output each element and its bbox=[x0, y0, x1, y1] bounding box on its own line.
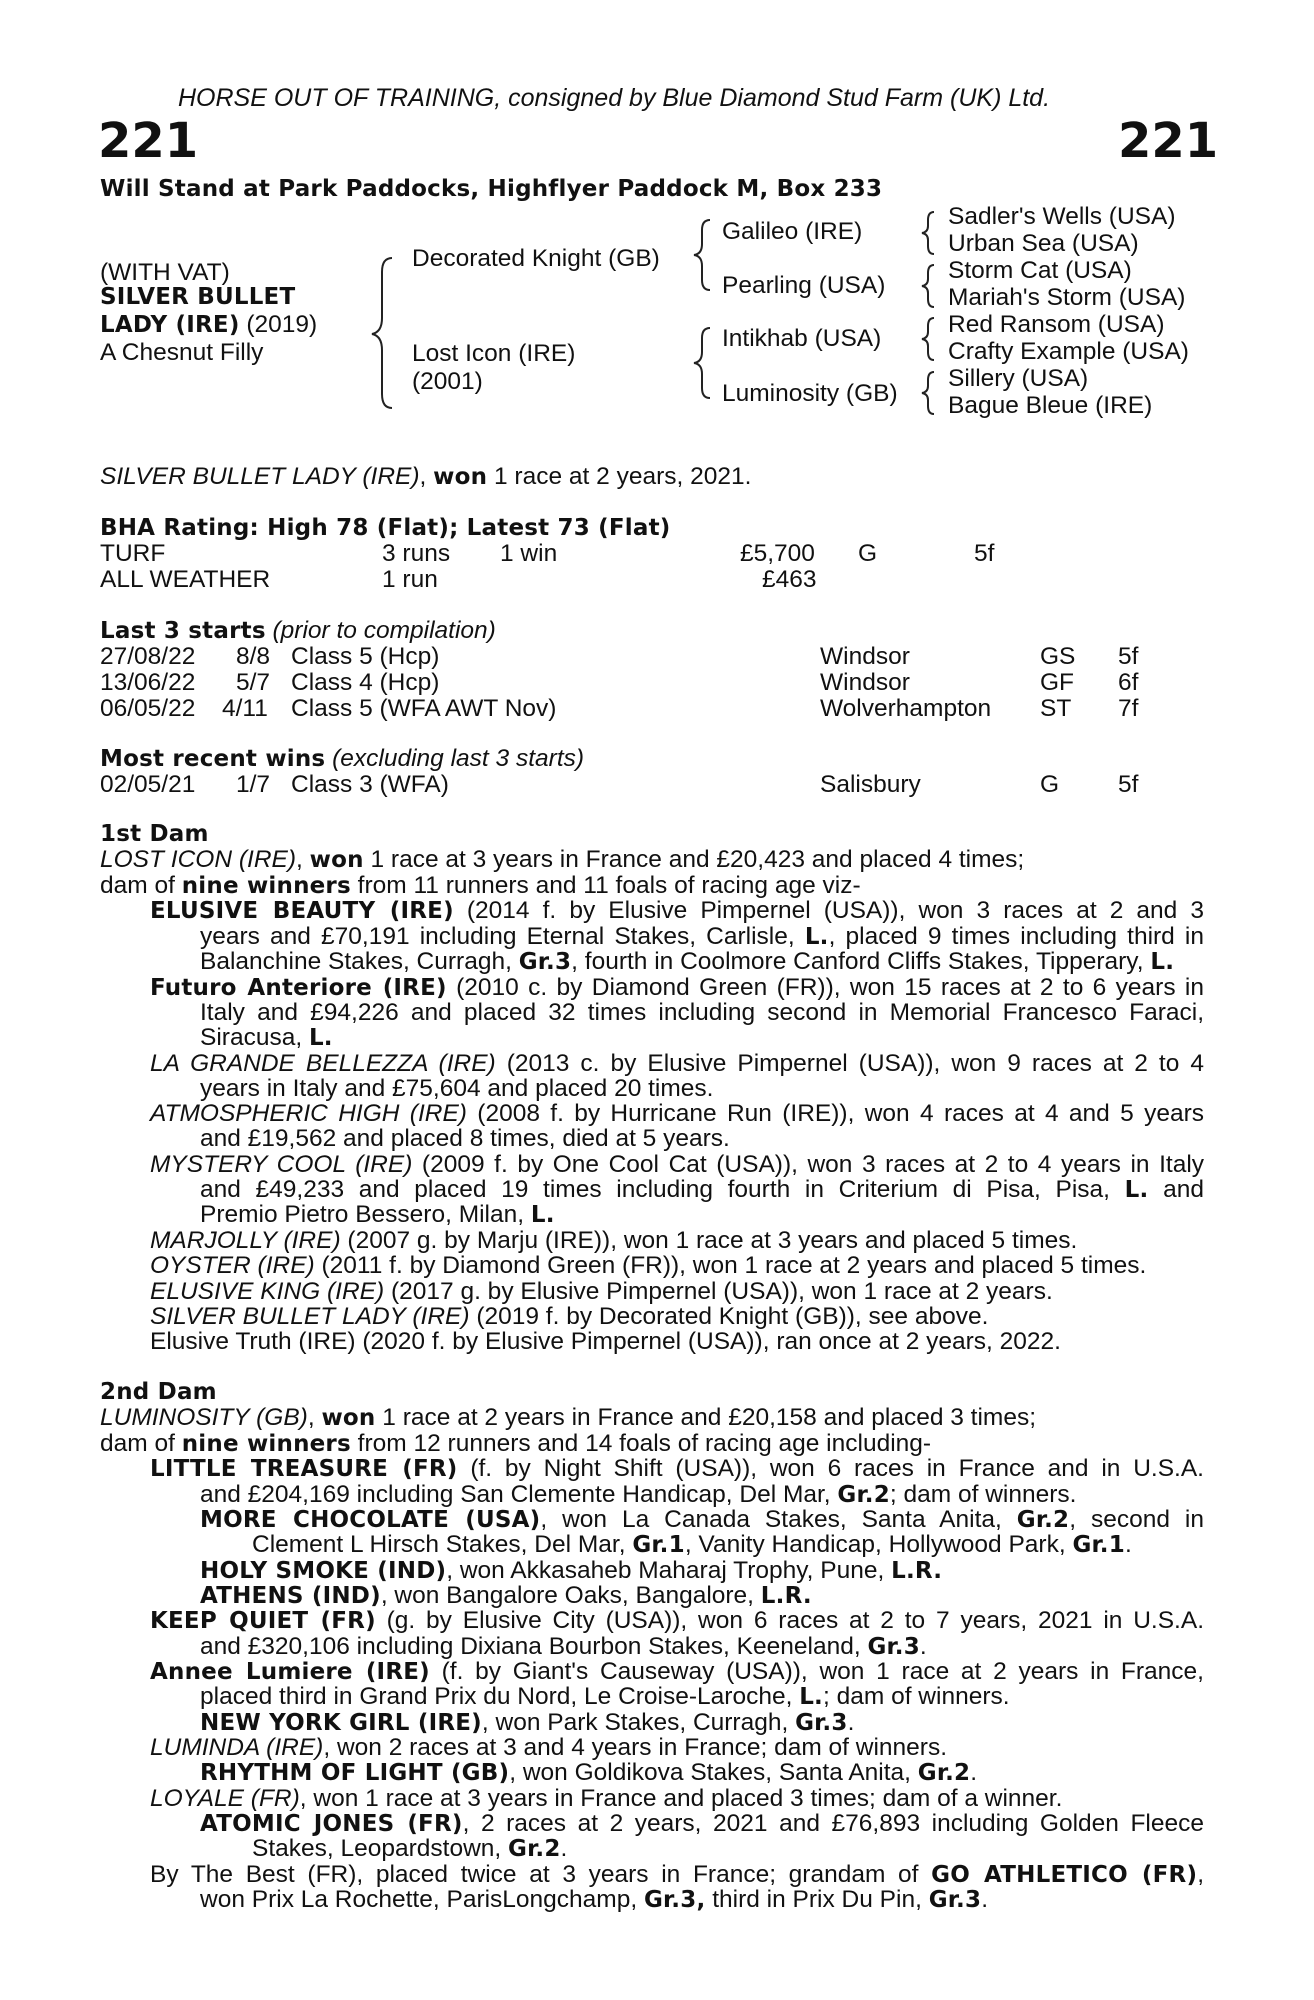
offspring-entry-cont bbox=[200, 1684, 1010, 1711]
text: and £49,233 and placed 19 times including fourth in Criterium di Pisa, Pisa, bbox=[200, 1176, 1125, 1203]
text: . bbox=[970, 1759, 978, 1786]
text: Balanchine Stakes, Curragh, bbox=[200, 948, 519, 975]
text: dam of bbox=[100, 1430, 182, 1457]
text: , placed 9 times including third in bbox=[828, 923, 1204, 950]
text: (2011 f. by Diamond Green (FR)), won 1 race at 2 years and placed 5 times. bbox=[314, 1252, 1147, 1279]
lot-number-right: 221 bbox=[1118, 113, 1219, 169]
text: (2007 g. by Marju (IRE)), won 1 race at 3 years and placed 5 times. bbox=[340, 1227, 1078, 1254]
pedigree-dam-dam: Luminosity (GB) bbox=[722, 380, 898, 407]
text: ; dam of winners. bbox=[889, 1481, 1077, 1508]
start-date: 27/08/22 bbox=[100, 643, 196, 670]
start-date: 06/05/22 bbox=[100, 695, 196, 722]
win-distance: 5f bbox=[1118, 771, 1139, 798]
grade: Gr.2 bbox=[837, 1482, 890, 1508]
vat-note: (WITH VAT) bbox=[100, 259, 230, 286]
first-dam-name: LOST ICON (IRE) bbox=[100, 846, 297, 873]
summary-horse-name: SILVER BULLET LADY (IRE) bbox=[100, 463, 420, 490]
text: from 11 runners and 11 foals of racing age viz- bbox=[350, 872, 861, 899]
brace-main bbox=[372, 258, 392, 408]
brace-sire bbox=[694, 220, 710, 290]
summary-won: won bbox=[433, 464, 488, 490]
offspring-entry-cont bbox=[252, 1532, 1132, 1559]
offspring-name: MORE CHOCOLATE (USA) bbox=[200, 1507, 541, 1533]
recent-wins-header bbox=[100, 746, 584, 773]
text: . bbox=[560, 1835, 568, 1862]
offspring-name: MARJOLLY (IRE) bbox=[150, 1227, 341, 1254]
text: and bbox=[1148, 1176, 1204, 1203]
text: , 2 races at 2 years, 2021 and £76,893 including Golden Fleece bbox=[462, 1810, 1204, 1837]
start-course: Windsor bbox=[820, 643, 910, 670]
offspring-name: RHYTHM OF LIGHT (GB) bbox=[200, 1760, 510, 1786]
offspring-entry bbox=[150, 1304, 988, 1330]
offspring-name: ATHENS (IND) bbox=[200, 1583, 381, 1609]
offspring-entry bbox=[150, 1228, 1077, 1254]
offspring-name: LOYALE (FR) bbox=[150, 1785, 300, 1812]
pedigree-dam-sire: Intikhab (USA) bbox=[722, 325, 882, 352]
start-course: Windsor bbox=[820, 669, 910, 696]
offspring-name: OYSTER (IRE) bbox=[150, 1252, 315, 1279]
offspring-name: ELUSIVE BEAUTY (IRE) bbox=[150, 898, 454, 924]
offspring-entry-cont bbox=[200, 1177, 1204, 1204]
text: , won Bangalore Oaks, Bangalore, bbox=[380, 1582, 761, 1609]
offspring-entry bbox=[150, 1051, 1204, 1077]
start-race: Class 5 (WFA AWT Nov) bbox=[291, 695, 557, 722]
pedigree-dam: Lost Icon (IRE) bbox=[412, 340, 576, 367]
offspring-name: ATMOSPHERIC HIGH (IRE) bbox=[150, 1100, 467, 1127]
grade: L. bbox=[1124, 1177, 1149, 1203]
offspring-entry bbox=[150, 1279, 1053, 1305]
separator: , bbox=[307, 1404, 322, 1431]
rating-prize: £463 bbox=[762, 566, 817, 593]
second-dam-line1 bbox=[100, 1405, 1036, 1432]
offspring-entry-cont bbox=[200, 1202, 555, 1229]
text: (2013 c. by Elusive Pimpernel (USA)), won 9 races at 2 to 4 bbox=[495, 1050, 1204, 1077]
text: . bbox=[981, 1886, 988, 1913]
grade: Gr.3 bbox=[518, 949, 572, 975]
text: By The Best (FR), placed twice at 3 years in France; grandam of bbox=[150, 1861, 932, 1888]
text: (2014 f. by Elusive Pimpernel (USA)), won 3 races at 2 and 3 bbox=[453, 897, 1205, 924]
pedigree-sss: Sadler's Wells (USA) bbox=[948, 203, 1176, 230]
pedigree-dam-year: (2001) bbox=[412, 368, 483, 395]
rating-title: BHA Rating: High 78 (Flat); Latest 73 (Flat) bbox=[100, 515, 671, 541]
text: . bbox=[1124, 1531, 1132, 1558]
pedigree-sds: Storm Cat (USA) bbox=[948, 257, 1132, 284]
last3-header bbox=[100, 618, 496, 645]
text: (2009 f. by One Cool Cat (USA)), won 3 races at 2 to 4 years in Italy bbox=[412, 1151, 1205, 1178]
offspring-name: GO ATHLETICO (FR) bbox=[931, 1862, 1198, 1888]
text: (2019 f. by Decorated Knight (GB)), see above. bbox=[469, 1303, 989, 1330]
grade: Gr.1 bbox=[632, 1532, 685, 1558]
offspring-entry-cont bbox=[200, 924, 1204, 951]
offspring-name: HOLY SMOKE (IND) bbox=[200, 1558, 447, 1584]
text: , won Park Stakes, Curragh, bbox=[481, 1709, 796, 1736]
first-dam-line1 bbox=[100, 847, 1024, 874]
rating-distance: 5f bbox=[974, 540, 995, 567]
start-distance: 5f bbox=[1118, 643, 1139, 670]
text: placed third in Grand Prix du Nord, Le Croise-Laroche, bbox=[200, 1683, 800, 1710]
start-position: 4/11 bbox=[222, 695, 268, 722]
offspring-name: ELUSIVE KING (IRE) bbox=[150, 1278, 385, 1305]
text: (2010 c. by Diamond Green (FR)), won 15 races at 2 to 6 years in bbox=[446, 974, 1205, 1001]
text: . bbox=[919, 1633, 927, 1660]
horse-name-line1: SILVER BULLET bbox=[100, 284, 296, 310]
text: , second in bbox=[1069, 1506, 1204, 1533]
text: (2017 g. by Elusive Pimpernel (USA)), won 1 race at 2 years. bbox=[384, 1278, 1053, 1305]
offspring-entry-cont bbox=[252, 1836, 567, 1863]
offspring-entry bbox=[150, 1786, 1062, 1812]
offspring-name: LITTLE TREASURE (FR) bbox=[150, 1456, 458, 1482]
text: Italy and £94,226 and placed 32 times including second in Memorial Francesco Faraci, bbox=[200, 999, 1204, 1026]
second-dam-text: 1 race at 2 years in France and £20,158 and placed 3 times; bbox=[375, 1404, 1037, 1431]
text: , won Goldikova Stakes, Santa Anita, bbox=[509, 1759, 918, 1786]
summary-text: 1 race at 2 years, 2021. bbox=[487, 463, 752, 490]
recent-wins-note: (excluding last 3 starts) bbox=[325, 745, 585, 772]
offspring-entry-cont bbox=[200, 1887, 988, 1914]
offspring-entry: Elusive Truth (IRE) (2020 f. by Elusive Pimpernel (USA)), ran once at 2 years, 2022. bbox=[150, 1328, 1061, 1355]
text: Siracusa, bbox=[200, 1024, 309, 1051]
text: , bbox=[1197, 1861, 1204, 1888]
text: years in Italy and £75,604 and placed 20 times. bbox=[200, 1075, 714, 1102]
pedigree-dss: Red Ransom (USA) bbox=[948, 311, 1165, 338]
rating-runs: 3 runs bbox=[382, 540, 451, 567]
text: Clement L Hirsch Stakes, Del Mar, bbox=[252, 1531, 633, 1558]
offspring-entry bbox=[150, 1735, 947, 1761]
brace-sd bbox=[922, 265, 934, 307]
text: , fourth in Coolmore Canford Cliffs Stakes, Tipperary, bbox=[571, 948, 1151, 975]
text: and £19,562 and placed 8 times, died at 5 years. bbox=[200, 1125, 730, 1152]
pedigree-ssd: Urban Sea (USA) bbox=[948, 230, 1139, 257]
last3-title: Last 3 starts bbox=[100, 618, 266, 644]
second-dam-line2 bbox=[100, 1431, 931, 1458]
text: from 12 runners and 14 foals of racing age including- bbox=[350, 1430, 932, 1457]
grade: Gr.2 bbox=[917, 1760, 971, 1786]
rating-runs: 1 run bbox=[382, 566, 438, 593]
text: and £320,106 including Dixiana Bourbon Stakes, Keeneland, bbox=[200, 1633, 868, 1660]
pedigree-sire-dam: Pearling (USA) bbox=[722, 272, 886, 299]
horse-year: (2019) bbox=[239, 311, 318, 338]
winners-count: nine winners bbox=[181, 873, 351, 899]
offspring-entry bbox=[200, 1760, 977, 1787]
pedigree-sire-sire: Galileo (IRE) bbox=[722, 218, 863, 245]
grade: Gr.2 bbox=[1016, 1507, 1070, 1533]
start-going: GS bbox=[1040, 643, 1076, 670]
start-date: 13/06/22 bbox=[100, 669, 196, 696]
win-race: Class 3 (WFA) bbox=[291, 771, 449, 798]
consignor-banner: HORSE OUT OF TRAINING, consigned by Blue Diamond Stud Farm (UK) Ltd. bbox=[178, 84, 1051, 112]
text: . bbox=[847, 1709, 855, 1736]
first-dam-text: 1 race at 3 years in France and £20,423 and placed 4 times; bbox=[363, 846, 1025, 873]
offspring-name: KEEP QUIET (FR) bbox=[150, 1608, 376, 1634]
start-course: Wolverhampton bbox=[820, 695, 992, 722]
rating-surface: TURF bbox=[100, 540, 166, 567]
offspring-entry bbox=[200, 1811, 1204, 1838]
offspring-entry bbox=[200, 1583, 812, 1610]
offspring-name: LUMINDA (IRE) bbox=[150, 1734, 324, 1761]
text: Stakes, Leopardstown, bbox=[252, 1835, 509, 1862]
grade: Gr.3 bbox=[795, 1710, 848, 1736]
offspring-entry bbox=[200, 1507, 1204, 1534]
grade: L. bbox=[804, 924, 829, 950]
text: dam of bbox=[100, 872, 182, 899]
text: , won 1 race at 3 years in France and placed 3 times; dam of a winner. bbox=[299, 1785, 1063, 1812]
offspring-name: MYSTERY COOL (IRE) bbox=[150, 1151, 413, 1178]
brace-dd bbox=[922, 372, 934, 414]
brace-dam bbox=[694, 328, 710, 398]
start-going: GF bbox=[1040, 669, 1075, 696]
first-dam-line2 bbox=[100, 873, 861, 900]
offspring-entry-cont bbox=[200, 1126, 730, 1152]
brace-ss bbox=[922, 212, 934, 254]
text: third in Prix Du Pin, bbox=[705, 1886, 929, 1913]
offspring-entry-cont bbox=[200, 949, 1174, 976]
offspring-entry bbox=[150, 1253, 1146, 1279]
text: and £204,169 including San Clemente Handicap, Del Mar, bbox=[200, 1481, 838, 1508]
pedigree-sire: Decorated Knight (GB) bbox=[412, 245, 660, 272]
text: , won Akkasaheb Maharaj Trophy, Pune, bbox=[446, 1557, 892, 1584]
pedigree-dsd: Crafty Example (USA) bbox=[948, 338, 1189, 365]
offspring-entry bbox=[200, 1710, 854, 1737]
second-dam-name: LUMINOSITY (GB) bbox=[100, 1404, 308, 1431]
offspring-entry bbox=[150, 1152, 1204, 1178]
offspring-name: SILVER BULLET LADY (IRE) bbox=[150, 1303, 470, 1330]
offspring-name: Futuro Anteriore (IRE) bbox=[150, 975, 447, 1001]
grade: L. bbox=[308, 1025, 333, 1051]
offspring-entry-cont bbox=[200, 1482, 1076, 1509]
offspring-entry bbox=[150, 1862, 1204, 1889]
grade: Gr.3 bbox=[867, 1634, 920, 1660]
text: years and £70,191 including Eternal Stakes, Carlisle, bbox=[200, 923, 805, 950]
grade: L. bbox=[1150, 949, 1175, 975]
text: (f. by Night Shift (USA)), won 6 races in France and in U.S.A. bbox=[457, 1455, 1204, 1482]
grade: L.R. bbox=[891, 1558, 943, 1584]
grade: L. bbox=[530, 1202, 555, 1228]
rating-prize: £5,700 bbox=[740, 540, 815, 567]
recent-wins-title: Most recent wins bbox=[100, 746, 326, 772]
text: won Prix La Rochette, ParisLongchamp, bbox=[200, 1886, 644, 1913]
offspring-entry-cont bbox=[200, 1076, 713, 1102]
second-dam-title: 2nd Dam bbox=[100, 1379, 217, 1405]
last3-note: (prior to compilation) bbox=[265, 617, 496, 644]
win-date: 02/05/21 bbox=[100, 771, 196, 798]
horse-name-part: LADY (IRE) bbox=[100, 312, 240, 338]
first-dam-title: 1st Dam bbox=[100, 821, 209, 847]
start-distance: 7f bbox=[1118, 695, 1139, 722]
start-position: 8/8 bbox=[236, 643, 271, 670]
rating-surface: ALL WEATHER bbox=[100, 566, 271, 593]
offspring-entry-cont bbox=[200, 1000, 1204, 1026]
text: (2008 f. by Hurricane Run (IRE)), won 4 races at 4 and 5 years bbox=[466, 1100, 1204, 1127]
pedigree-sdd: Mariah's Storm (USA) bbox=[948, 284, 1186, 311]
race-summary: SILVER BULLET LADY (IRE), won 1 race at 2 years, 2021. bbox=[100, 463, 752, 490]
grade: L. bbox=[799, 1684, 823, 1710]
offspring-entry bbox=[150, 1456, 1204, 1483]
offspring-name: Annee Lumiere (IRE) bbox=[150, 1659, 430, 1685]
offspring-entry bbox=[150, 975, 1204, 1002]
lot-number-left: 221 bbox=[98, 113, 199, 169]
text: ; dam of winners. bbox=[822, 1683, 1010, 1710]
start-going: ST bbox=[1040, 695, 1072, 722]
text: Premio Pietro Bessero, Milan, bbox=[200, 1201, 531, 1228]
offspring-name: NEW YORK GIRL (IRE) bbox=[200, 1710, 482, 1736]
win-course: Salisbury bbox=[820, 771, 921, 798]
offspring-name: ATOMIC JONES (FR) bbox=[200, 1811, 463, 1837]
start-race: Class 5 (Hcp) bbox=[291, 643, 440, 670]
pedigree-ddd: Bague Bleue (IRE) bbox=[948, 392, 1153, 419]
win-going: G bbox=[1040, 771, 1060, 798]
offspring-entry bbox=[150, 1659, 1204, 1686]
rating-wins: 1 win bbox=[500, 540, 558, 567]
start-distance: 6f bbox=[1118, 669, 1139, 696]
grade: Gr.3, bbox=[643, 1887, 706, 1913]
text: , Vanity Handicap, Hollywood Park, bbox=[684, 1531, 1073, 1558]
start-position: 5/7 bbox=[236, 669, 271, 696]
grade: Gr.2 bbox=[508, 1836, 561, 1862]
win-position: 1/7 bbox=[236, 771, 271, 798]
brace-ds bbox=[922, 318, 934, 360]
rating-going: G bbox=[858, 540, 878, 567]
separator: , bbox=[296, 846, 310, 873]
offspring-entry-cont bbox=[200, 1025, 333, 1052]
text: (f. by Giant's Causeway (USA)), won 1 race at 2 years in France, bbox=[429, 1658, 1204, 1685]
stand-location: Will Stand at Park Paddocks, Highflyer Paddock M, Box 233 bbox=[100, 176, 883, 202]
text: (g. by Elusive City (USA)), won 6 races at 2 to 7 years, 2021 in U.S.A. bbox=[375, 1607, 1205, 1634]
offspring-name: LA GRANDE BELLEZZA (IRE) bbox=[150, 1050, 496, 1077]
offspring-entry bbox=[150, 1101, 1204, 1127]
won-label: won bbox=[309, 847, 364, 873]
offspring-entry-cont bbox=[200, 1634, 927, 1661]
grade: Gr.3 bbox=[928, 1887, 982, 1913]
pedigree-dds: Sillery (USA) bbox=[948, 365, 1089, 392]
offspring-entry bbox=[150, 898, 1204, 925]
won-label: won bbox=[321, 1405, 376, 1431]
winners-count: nine winners bbox=[181, 1431, 351, 1457]
offspring-entry bbox=[200, 1558, 942, 1585]
grade: L.R. bbox=[760, 1583, 812, 1609]
start-race: Class 4 (Hcp) bbox=[291, 669, 440, 696]
grade: Gr.1 bbox=[1072, 1532, 1125, 1558]
text: , won 2 races at 3 and 4 years in France; dam of winners. bbox=[323, 1734, 948, 1761]
offspring-entry bbox=[150, 1608, 1204, 1635]
text: , won La Canada Stakes, Santa Anita, bbox=[540, 1506, 1017, 1533]
horse-description: A Chesnut Filly bbox=[100, 339, 264, 366]
